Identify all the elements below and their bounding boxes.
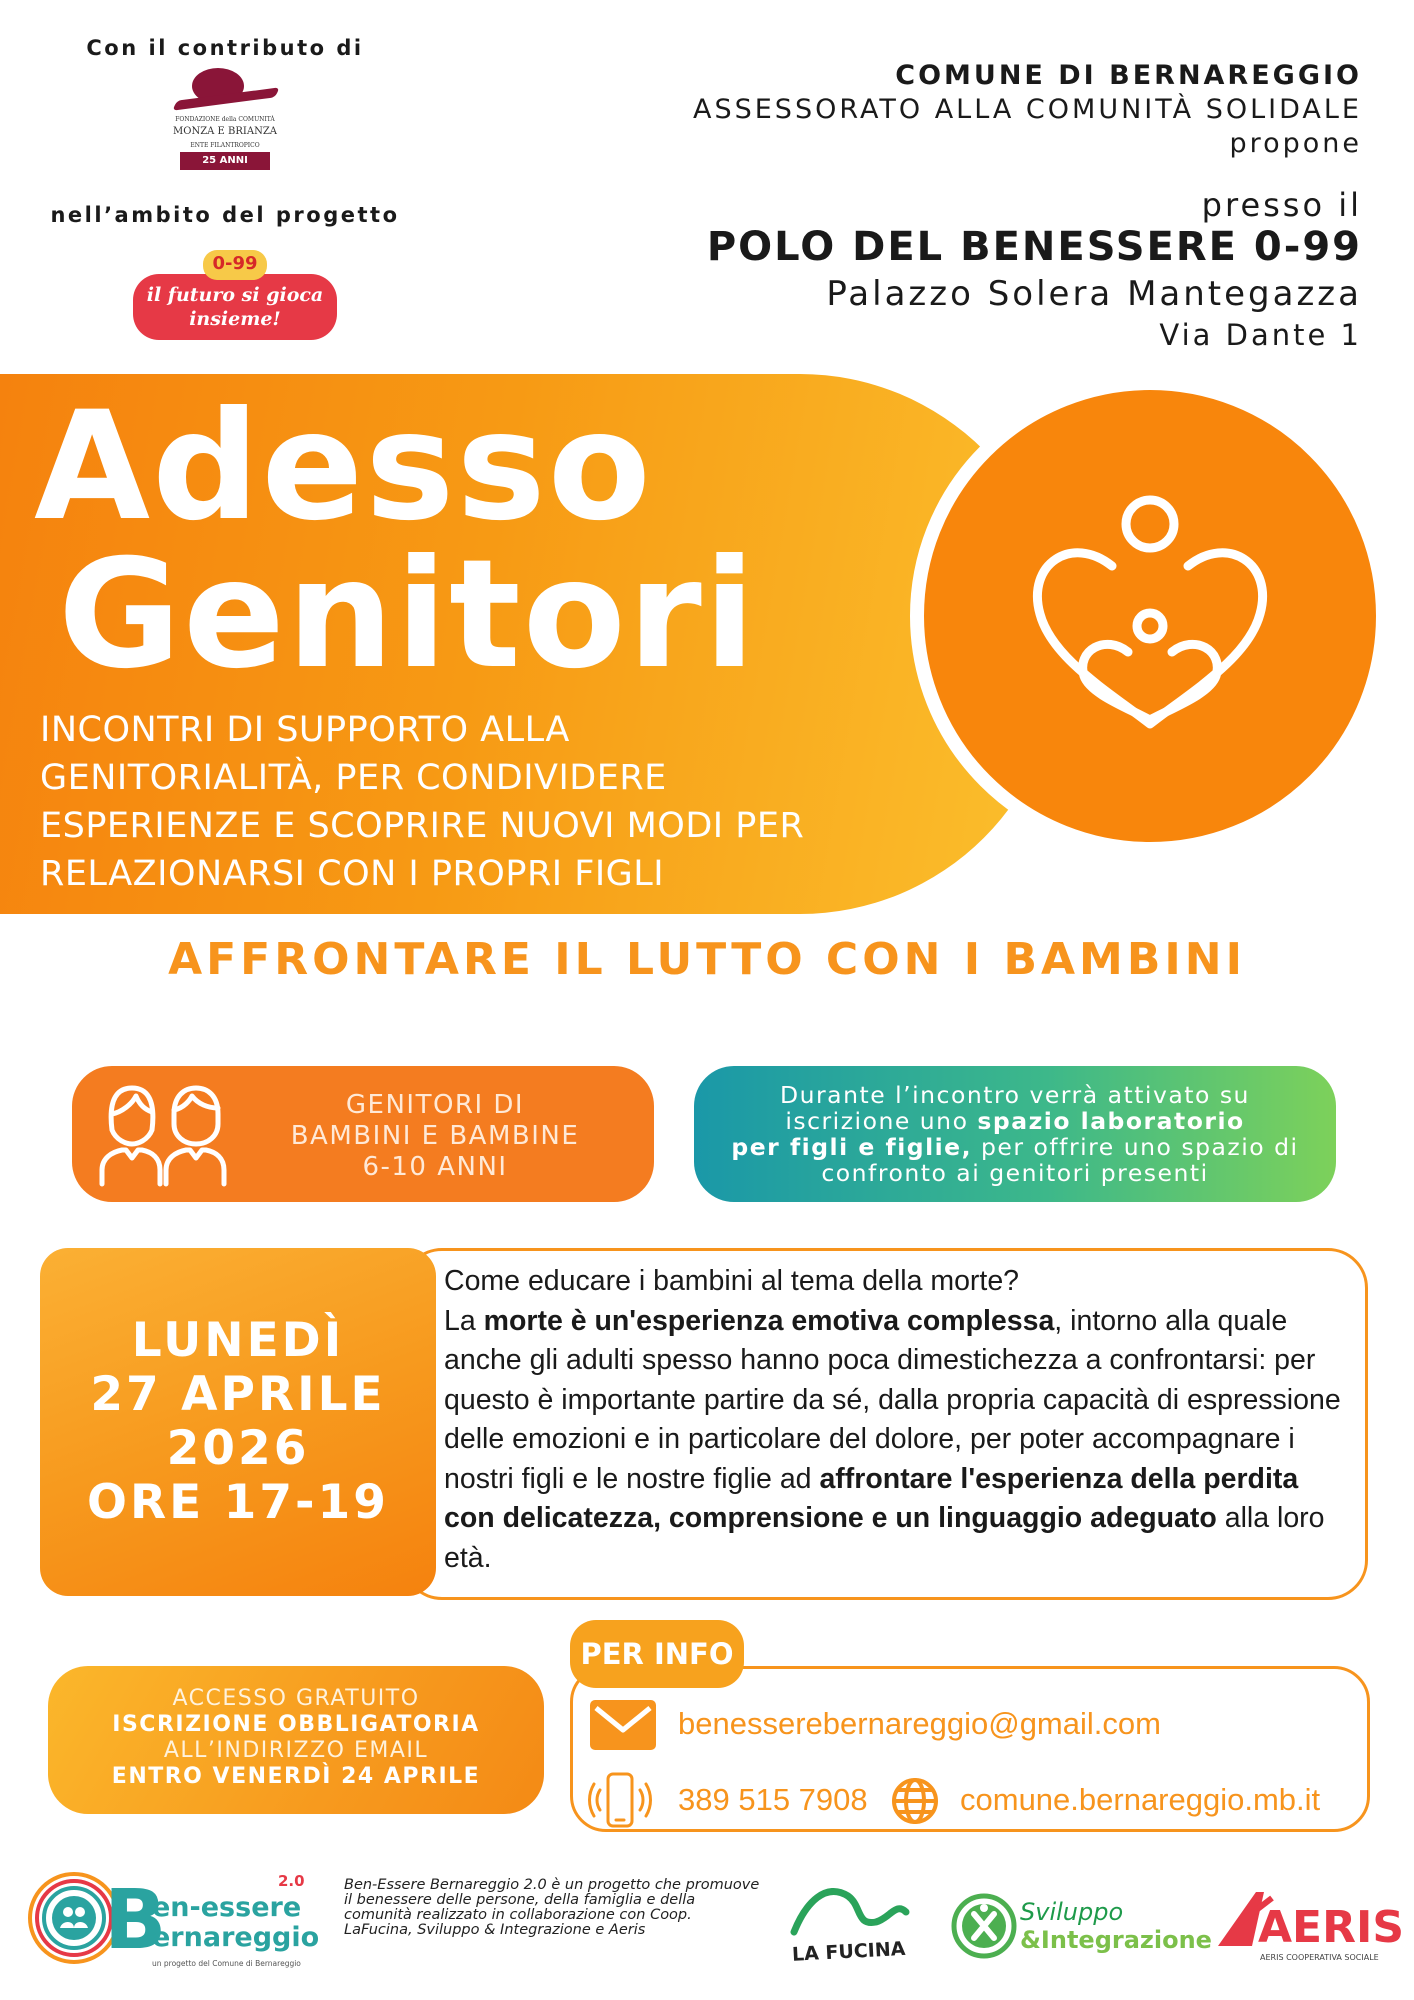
- propone-label: propone: [1229, 128, 1362, 159]
- event-date: 27 APRILE: [90, 1367, 386, 1422]
- venue-building: Palazzo Solera Mantegazza: [826, 274, 1362, 314]
- assessorato-name: ASSESSORATO ALLA COMUNITÀ SOLIDALE: [693, 94, 1362, 125]
- ben-logo-letter: B: [104, 1873, 167, 1968]
- fondazione-logo-line2: MONZA E BRIANZA: [173, 126, 277, 137]
- footer-note: Ben-Essere Bernareggio 2.0 è un progetto che promuove il benessere delle persone, della famiglia e della comunità realizzato in collaborazione con Coop. LaFucina, Sviluppo & Integrazione e Aeris: [344, 1877, 760, 1938]
- venue-address: Via Dante 1: [1159, 318, 1362, 352]
- aeris-logo: [1212, 1878, 1405, 1968]
- project-logo: [133, 248, 337, 344]
- fondazione-logo: [170, 64, 280, 174]
- aeris-subtext: AERIS COOPERATIVA SOCIALE: [1260, 1953, 1379, 1962]
- target-audience: GENITORI DI BAMBINI E BAMBINE 6-10 ANNI: [290, 1090, 580, 1182]
- event-datetime: [40, 1314, 436, 1530]
- la-fucina-logo: [786, 1872, 912, 1968]
- fucina-text: LA FUCINA: [791, 1937, 906, 1966]
- hero-banner: [0, 374, 1414, 914]
- title-line2: Genitori: [58, 528, 758, 702]
- title-line1: Adesso: [34, 380, 653, 554]
- project-context-label: nell’ambito del progetto: [50, 203, 400, 227]
- fondazione-logo-line1: FONDAZIONE della COMUNITÀ: [175, 116, 275, 123]
- event-day: LUNEDÌ: [131, 1313, 345, 1368]
- lab-description: Durante l’incontro verrà attivato su iscrizione uno spazio laboratorio per figli e figlie, per offrire uno spazio di confronto ai genitori presenti: [731, 1081, 1299, 1187]
- presso-label: presso il: [1201, 186, 1362, 224]
- project-logo-text: il futuro si gioca insieme!: [133, 274, 337, 340]
- aeris-text: AERIS: [1258, 1902, 1405, 1953]
- ben-logo-tagline: un progetto del Comune di Bernareggio: [152, 1959, 301, 1968]
- event-time: ORE 17-19: [87, 1475, 389, 1530]
- contact-tab: PER INFO: [570, 1620, 744, 1688]
- parents-people-icon: [88, 1078, 238, 1190]
- ben-logo-part1: en-essere: [152, 1892, 302, 1923]
- description-text: Come educare i bambini al tema della morte? La morte è un'esperienza emotiva complessa, intorno alla quale anche gli adulti spesso hanno poca dimestichezza a confrontarsi: per questo è importante partire da sé, dalla propria capacità di espressione delle emozioni e in particolare del dolore, per poter accompagnare i nostri figli e le nostre figlie ad affrontare l'esperienza della perdita con delicatezza, comprensione e un linguaggio adeguato alla loro età.: [444, 1265, 1341, 1574]
- meeting-theme: AFFRONTARE IL LUTTO CON I BAMBINI: [168, 934, 1246, 985]
- contact-website-link[interactable]: comune.bernareggio.mb.it: [960, 1782, 1321, 1817]
- fondazione-logo-line3: ENTE FILANTROPICO: [190, 142, 260, 149]
- event-year: 2026: [166, 1421, 310, 1476]
- phone-icon: [588, 1768, 652, 1832]
- access-info: ACCESSO GRATUITO ISCRIZIONE OBBLIGATORIA ALL’INDIRIZZO EMAIL ENTRO VENERDÌ 24 APRILE: [111, 1686, 481, 1789]
- contributo-label: Con il contributo di: [86, 36, 364, 60]
- sviluppo-line2: &Integrazione: [1020, 1926, 1212, 1954]
- mail-icon: [590, 1700, 656, 1750]
- venue-name: POLO DEL BENESSERE 0-99: [706, 224, 1362, 270]
- sviluppo-line1: Sviluppo: [1020, 1898, 1124, 1926]
- parent-child-heart-icon: [1032, 494, 1268, 730]
- ben-logo-part2: ernareggio: [152, 1922, 320, 1953]
- hero-subtitle: INCONTRI DI SUPPORTO ALLA GENITORIALITÀ, PER CONDIVIDERE ESPERIENZE E SCOPRIRE NUOVI MODI PER RELAZIONARSI CON I PROPRI FIGLI: [40, 710, 805, 894]
- contact-email-link[interactable]: benesserebernareggio@gmail.com: [678, 1706, 1161, 1741]
- ben-logo-version: 2.0: [278, 1872, 305, 1890]
- contact-phone-link[interactable]: 389 515 7908: [678, 1782, 868, 1817]
- fondazione-anniversary: 25 ANNI: [180, 152, 270, 170]
- ben-essere-logo: [26, 1862, 326, 1974]
- comune-name: COMUNE DI BERNAREGGIO: [895, 60, 1362, 91]
- globe-icon: [890, 1776, 940, 1826]
- sviluppo-integrazione-logo: [950, 1886, 1212, 1966]
- project-logo-badge: 0-99: [203, 250, 267, 280]
